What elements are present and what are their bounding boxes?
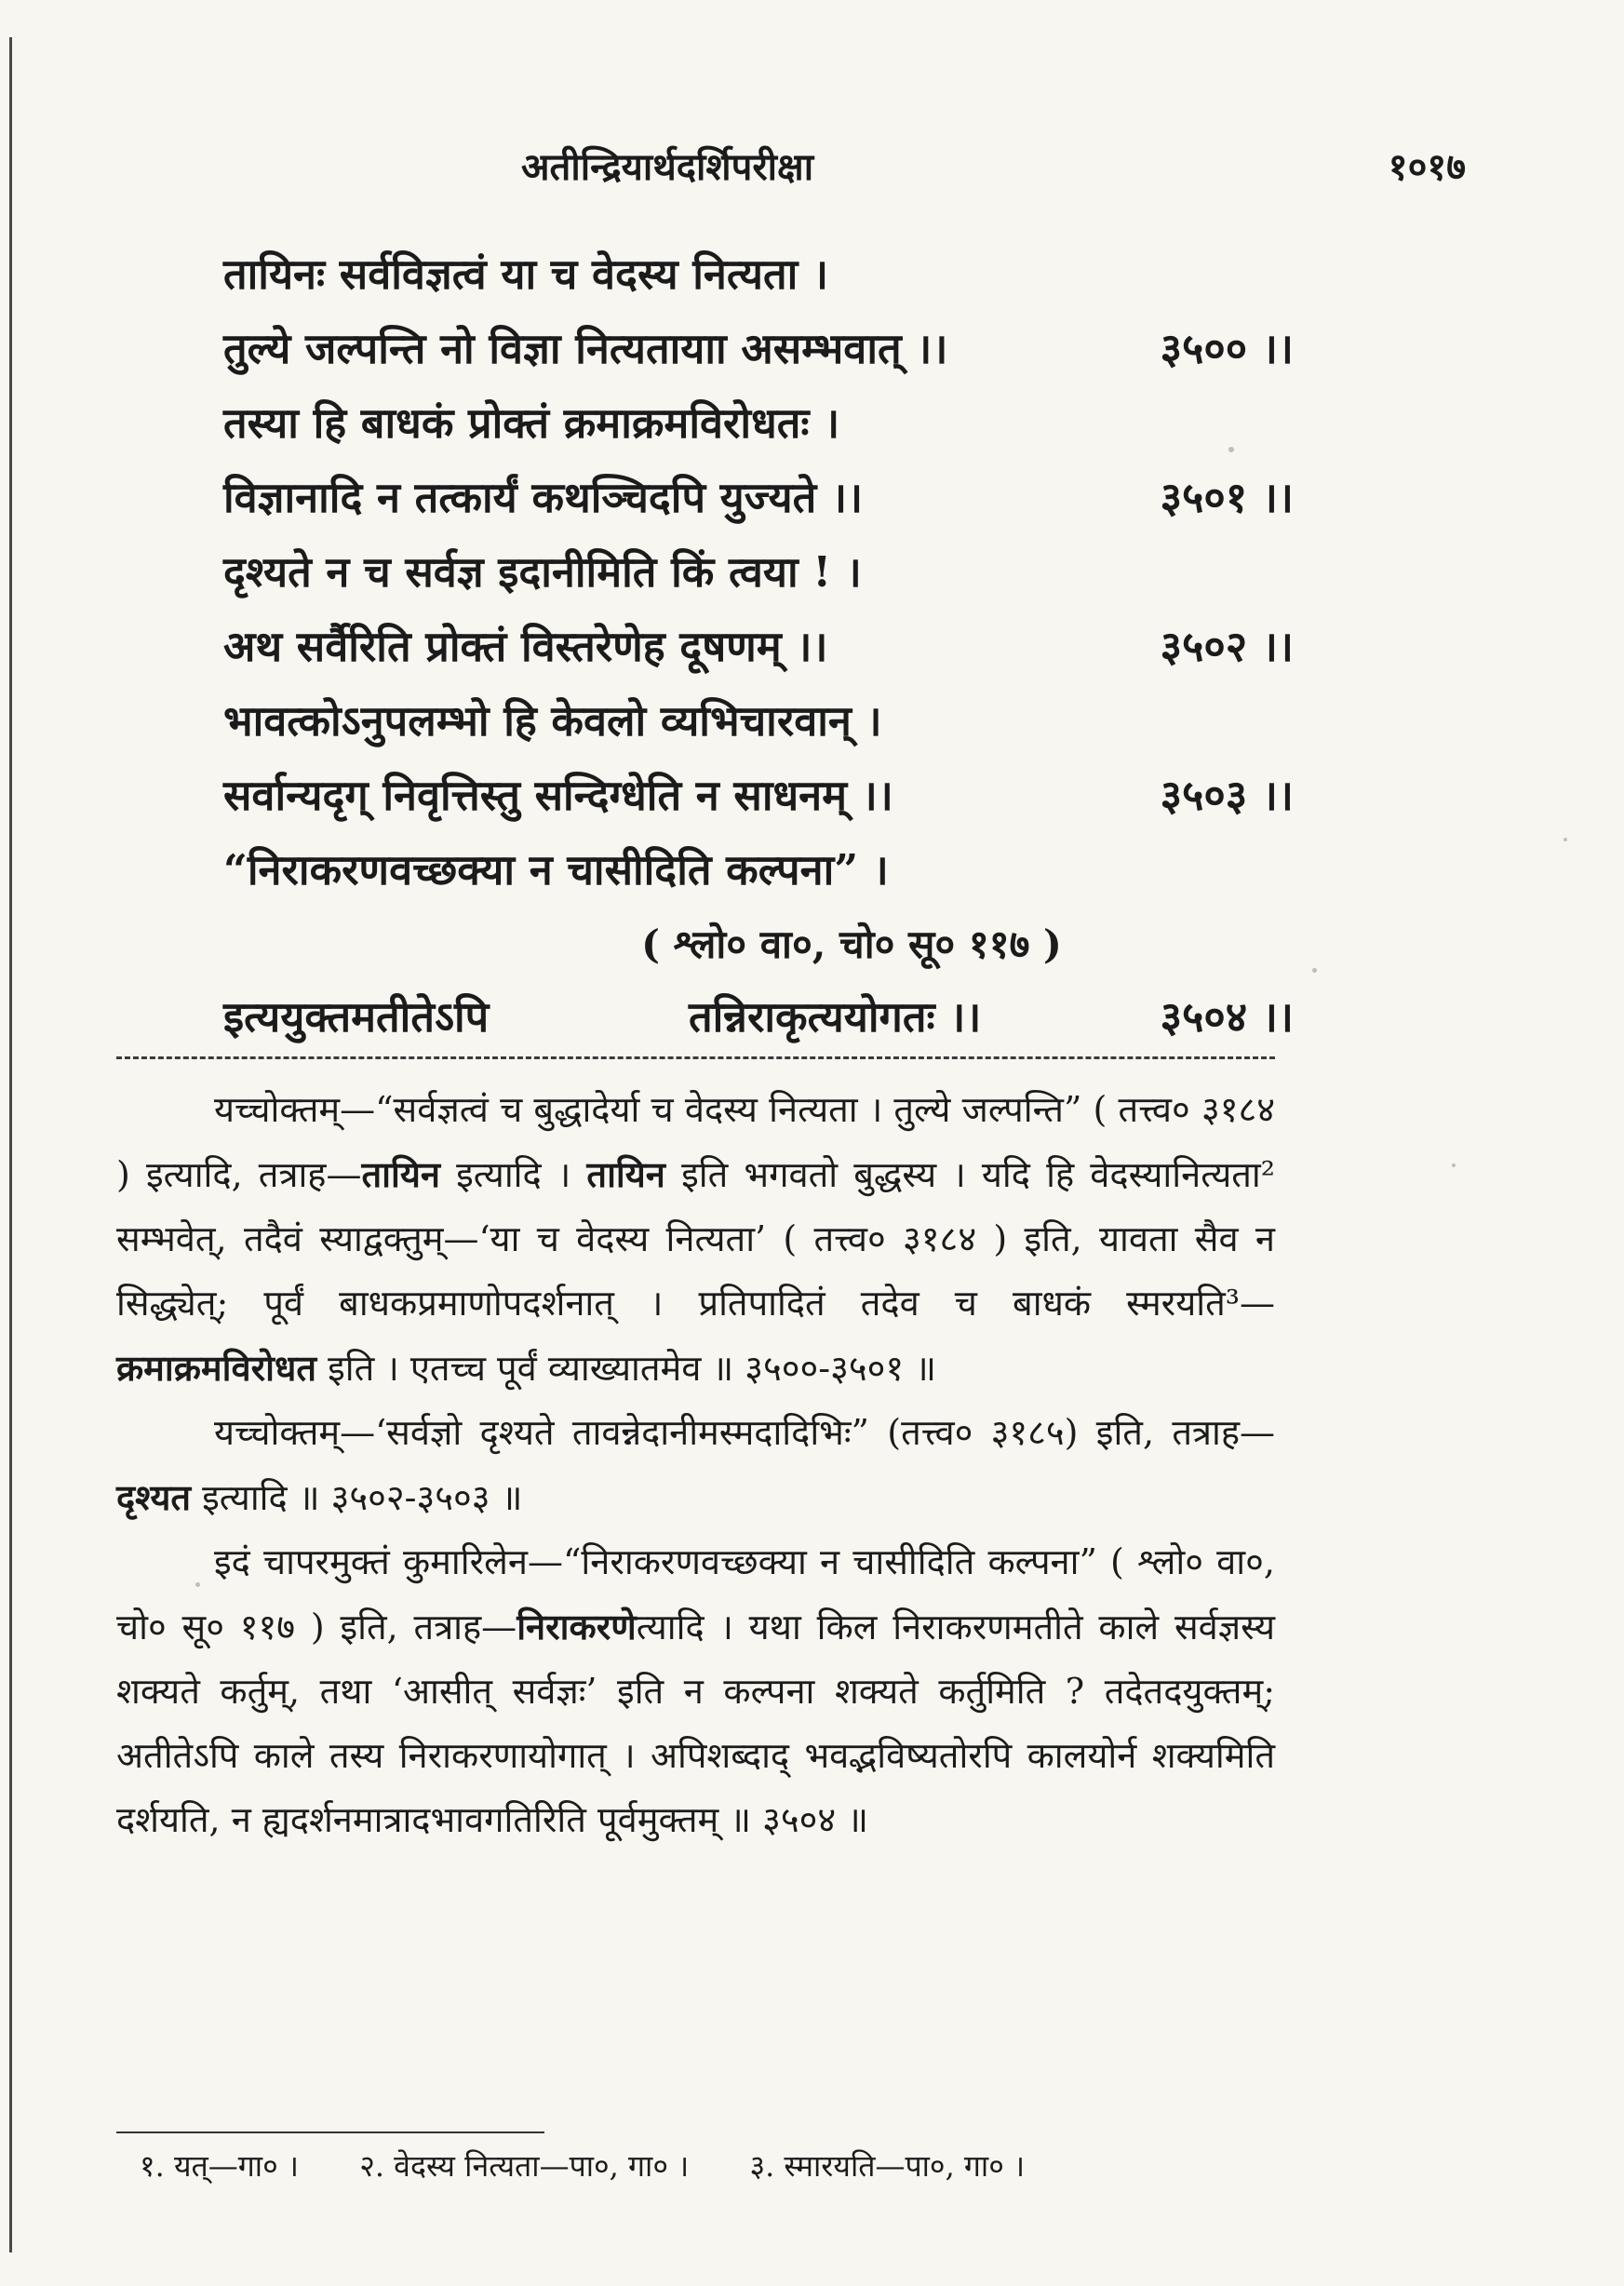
verse-citation — [223, 908, 1294, 980]
commentary-keyword: क्रमाक्रमविरोधत — [116, 1347, 317, 1389]
footnote: २. वेदस्य नित्यता—पा०, गा० । — [359, 2148, 690, 2184]
verse-line — [223, 759, 1294, 833]
verse-line — [223, 610, 1294, 684]
verse-line — [223, 461, 1294, 535]
verse-line — [223, 684, 1294, 759]
verse-line — [223, 386, 1294, 461]
commentary-paragraph — [116, 1078, 1275, 1401]
page-title: अतीन्द्रियार्थदर्शिपरीक्षा — [521, 145, 814, 189]
footnotes — [140, 2145, 1275, 2185]
verse-line — [223, 980, 1294, 1055]
commentary-keyword: तायिन — [586, 1153, 665, 1195]
verse-text: “निराकरणवच्छक्या न चासीदिति कल्पना” । — [223, 845, 889, 894]
verse-number: ३५०४ ।। — [1160, 992, 1294, 1042]
commentary-paragraph — [116, 1530, 1275, 1852]
section-divider — [116, 1056, 1275, 1059]
verse-number: ३५०३ ।। — [1160, 771, 1294, 820]
footnote-rule — [116, 2131, 544, 2133]
commentary-text: इत्यादि ॥ ३५०२-३५०३ ॥ — [191, 1477, 523, 1518]
verse-text: दृश्यते न च सर्वज्ञ इदानीमिति किं त्वया ! । — [223, 547, 862, 597]
verse-line — [223, 833, 1294, 908]
commentary-text: इति । एतच्च पूर्वं व्याख्यातमेव ॥ ३५००-३५०१ ॥ — [316, 1348, 937, 1389]
commentary-text: यच्चोक्तम्—‘सर्वज्ञो दृश्यते तावन्नेदानीमस्मदादिभिः” (तत्त्व० ३१८५) इति, तत्राह— — [214, 1412, 1275, 1453]
footnote: १. यत्—गा० । — [140, 2148, 300, 2184]
verse-text: तस्या हि बाधकं प्रोक्तं क्रमाक्रमविरोधतः । — [223, 398, 840, 448]
verse-text: तुल्ये जल्पन्ति नो विज्ञा नित्यतायाा असम्भवात् ।। — [223, 324, 948, 373]
commentary-text: यच्चोक्तम्—“सर्वज्ञत्वं च बुद्धादेर्या च वेदस्य नित्यता । तुल्ये जल्पन्ति” ( तत्त्व० ३१८४ ) इत्यादि, तत्राह— — [116, 1089, 1275, 1195]
scan-speck — [1312, 968, 1317, 973]
commentary-paragraph — [116, 1401, 1275, 1530]
commentary-keyword: निराकरणे — [517, 1606, 637, 1647]
commentary-text: त्यादि । यथा किल निराकरणमतीते काले सर्वज्ञस्य शक्यते कर्तुम्, तथा ‘आसीत् सर्वज्ञः’ इति न कल्पना शक्यते कर्तुमिति ? तदेतदयुक्तम्; अतीतेऽपि काले तस्य निराकरणायोगात् । अपिशब्दाद् भवद्भविष्यतोरपि कालयोर्न शक्यमिति दर्शयति, न ह्यदर्शनमात्रादभावगतिरिति पूर्वमुक्तम् ॥ ३५०४ ॥ — [116, 1607, 1275, 1840]
commentary — [116, 1078, 1275, 1852]
commentary-text: इदं चापरमुक्तं कुमारिलेन—“निराकरणवच्छक्या न चासीदिति कल्पना” ( श्लो० वा०, चो० सू० ११७ ) इति, तत्राह— — [116, 1541, 1275, 1647]
page-number: १०१७ — [1388, 145, 1466, 189]
verse-number: ३५०१ ।। — [1160, 473, 1294, 522]
binding-edge-line — [9, 37, 12, 2252]
verse-text: तायिनः सर्वविज्ञत्वं या च वेदस्य नित्यता । — [223, 249, 829, 299]
verse-line — [223, 535, 1294, 610]
commentary-keyword: दृश्यत — [116, 1476, 192, 1518]
commentary-keyword: तायिन — [361, 1153, 440, 1195]
citation-text: ( श्लो० वा०, चो० सू० ११७ ) — [641, 921, 1062, 967]
footnote: ३. स्मारयति—पा०, गा० । — [749, 2148, 1026, 2184]
commentary-text: इत्यादि । — [439, 1154, 587, 1195]
verse-text: सर्वान्यदृग् निवृत्तिस्तु सन्दिग्धेति न साधनम् ।। — [223, 771, 893, 820]
scan-speck — [1452, 1163, 1456, 1167]
verse-line — [223, 312, 1294, 386]
verse-text: भावत्कोऽनुपलम्भो हि केवलो व्यभिचारवान् । — [223, 696, 882, 746]
verse-number: ३५०० ।। — [1160, 324, 1294, 373]
verse-line — [223, 237, 1294, 312]
verse-text-first-half: इत्ययुक्तमतीतेऽपि — [223, 992, 490, 1042]
verse-text: विज्ञानादि न तत्कार्यं कथञ्चिदपि युज्यते ।। — [223, 473, 864, 522]
verse-text-second-half: तन्निराकृत्ययोगतः ।। — [689, 992, 982, 1042]
running-header — [521, 140, 1466, 195]
verse-block — [223, 237, 1294, 1055]
scan-speck — [1564, 838, 1567, 841]
commentary-text: इति भगवतो बुद्धस्य । यदि हि वेदस्यानित्यता² सम्भवेत्, तदैवं स्याद्वक्तुम्—‘या च वेदस्य नित्यता’ ( तत्त्व० ३१८४ ) इति, यावता सैव न सिद्ध्येत्; पूर्वं बाधकप्रमाणोपदर्शनात् । प्रतिपादितं तदेव च बाधकं स्मरयति³— — [116, 1154, 1275, 1324]
verse-number: ३५०२ ।। — [1160, 622, 1294, 671]
verse-text: अथ सर्वैरिति प्रोक्तं विस्तरेणेह दूषणम् ।। — [223, 622, 828, 671]
